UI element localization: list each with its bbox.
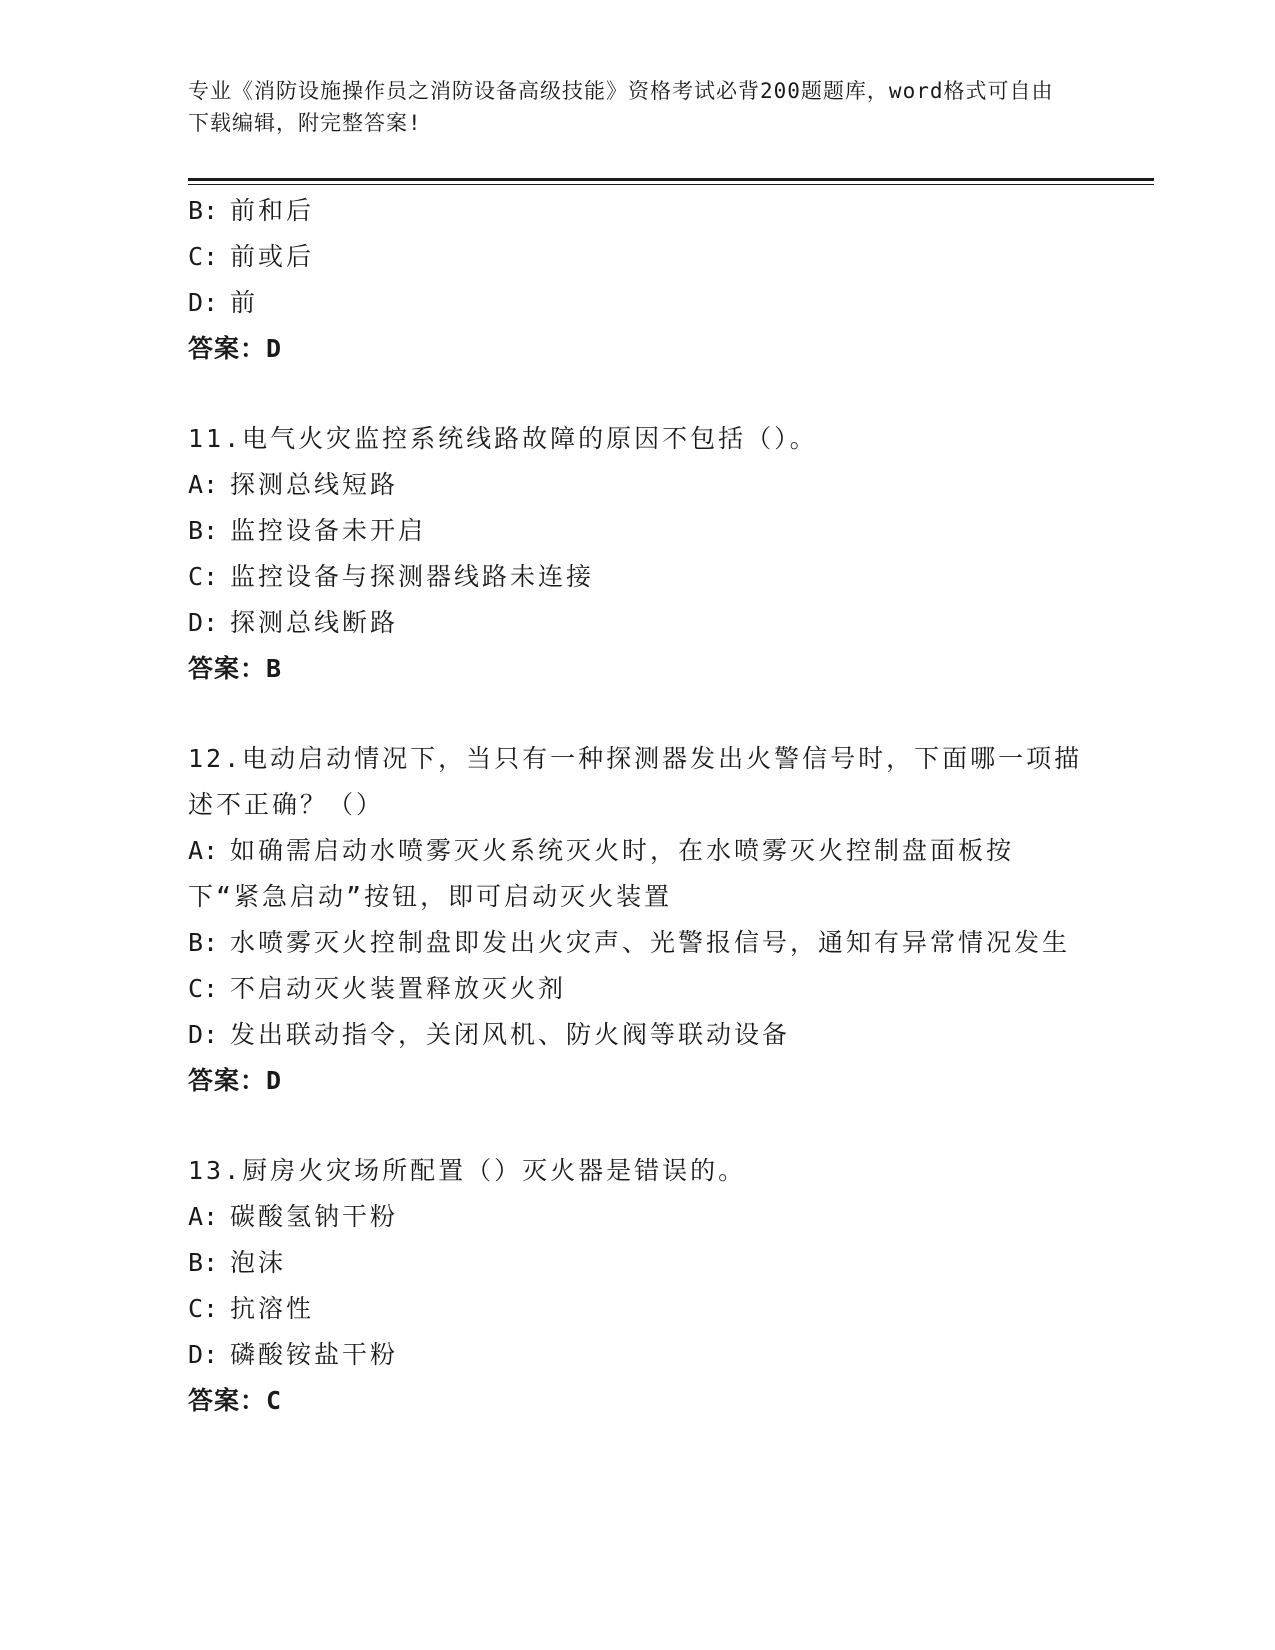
question-block-11 xyxy=(188,416,1088,692)
answer-label: 答案： xyxy=(188,334,267,363)
question-block-13 xyxy=(188,1148,1088,1424)
answer-value: C xyxy=(266,1386,283,1415)
document-header: 专业《消防设施操作员之消防设备高级技能》资格考试必背200题题库，word格式可自由下载编辑，附完整答案! xyxy=(188,79,1054,135)
option-row xyxy=(188,1012,1088,1058)
question-number: 13. xyxy=(188,1156,243,1185)
option-row xyxy=(188,508,1088,554)
question-stem xyxy=(188,736,1088,828)
header-divider-thick xyxy=(188,178,1154,181)
question-text: 电动启动情况下，当只有一种探测器发出火警信号时，下面哪一项描述不正确？（） xyxy=(188,744,1083,819)
option-key: A: xyxy=(188,470,219,499)
answer-label: 答案： xyxy=(188,1066,267,1095)
option-row xyxy=(188,828,1088,920)
answer-label: 答案： xyxy=(188,654,267,683)
option-key: B: xyxy=(188,1248,219,1277)
question-text: 电气火灾监控系统线路故障的原因不包括（）。 xyxy=(242,424,818,453)
option-text: 监控设备与探测器线路未连接 xyxy=(230,562,595,591)
answer-label: 答案： xyxy=(188,1386,267,1415)
question-number: 11. xyxy=(188,424,243,453)
option-key: C: xyxy=(188,974,219,1003)
option-text: 监控设备未开启 xyxy=(230,516,427,545)
option-key: B: xyxy=(188,516,219,545)
option-row xyxy=(188,1194,1088,1240)
option-key: A: xyxy=(188,836,219,865)
option-text: 前和后 xyxy=(230,196,315,225)
answer-row xyxy=(188,1058,1088,1104)
option-text: 探测总线断路 xyxy=(230,608,399,637)
option-text: 抗溶性 xyxy=(230,1294,315,1323)
option-row xyxy=(188,462,1088,508)
option-key: D: xyxy=(188,1020,219,1049)
option-text: 如确需启动水喷雾灭火系统灭火时，在水喷雾灭火控制盘面板按下“紧急启动”按钮，即可启动灭火装置 xyxy=(188,836,1015,911)
option-text: 前 xyxy=(230,288,259,317)
option-text: 不启动灭火装置释放灭火剂 xyxy=(230,974,567,1003)
option-row xyxy=(188,600,1088,646)
option-text: 磷酸铵盐干粉 xyxy=(230,1340,399,1369)
option-row xyxy=(188,1286,1088,1332)
option-row xyxy=(188,1240,1088,1286)
option-key: D: xyxy=(188,288,219,317)
question-stem xyxy=(188,416,1088,462)
header-divider-thin xyxy=(188,184,1154,185)
question-list xyxy=(188,188,1088,1424)
option-row xyxy=(188,966,1088,1012)
option-key: A: xyxy=(188,1202,219,1231)
option-key: B: xyxy=(188,196,219,225)
option-key: C: xyxy=(188,562,219,591)
question-stem xyxy=(188,1148,1088,1194)
option-key: C: xyxy=(188,242,219,271)
option-row xyxy=(188,1332,1088,1378)
option-key: C: xyxy=(188,1294,219,1323)
option-row xyxy=(188,234,1088,280)
option-row xyxy=(188,188,1088,234)
question-block-12 xyxy=(188,736,1088,1104)
option-row xyxy=(188,920,1088,966)
answer-row xyxy=(188,326,1088,372)
answer-value: B xyxy=(266,654,283,683)
answer-value: D xyxy=(266,1066,283,1095)
question-number: 12. xyxy=(188,744,243,773)
option-key: B: xyxy=(188,928,219,957)
option-text: 前或后 xyxy=(230,242,315,271)
option-row xyxy=(188,280,1088,326)
option-row xyxy=(188,554,1088,600)
answer-value: D xyxy=(266,334,283,363)
question-text: 厨房火灾场所配置（）灭火器是错误的。 xyxy=(242,1156,747,1185)
answer-row xyxy=(188,1378,1088,1424)
option-text: 探测总线短路 xyxy=(230,470,399,499)
answer-row xyxy=(188,646,1088,692)
option-text: 碳酸氢钠干粉 xyxy=(230,1202,399,1231)
option-text: 泡沫 xyxy=(230,1248,287,1277)
option-key: D: xyxy=(188,1340,219,1369)
question-block-partial xyxy=(188,188,1088,372)
option-text: 水喷雾灭火控制盘即发出火灾声、光警报信号，通知有异常情况发生 xyxy=(230,928,1071,957)
option-key: D: xyxy=(188,608,219,637)
option-text: 发出联动指令，关闭风机、防火阀等联动设备 xyxy=(230,1020,791,1049)
